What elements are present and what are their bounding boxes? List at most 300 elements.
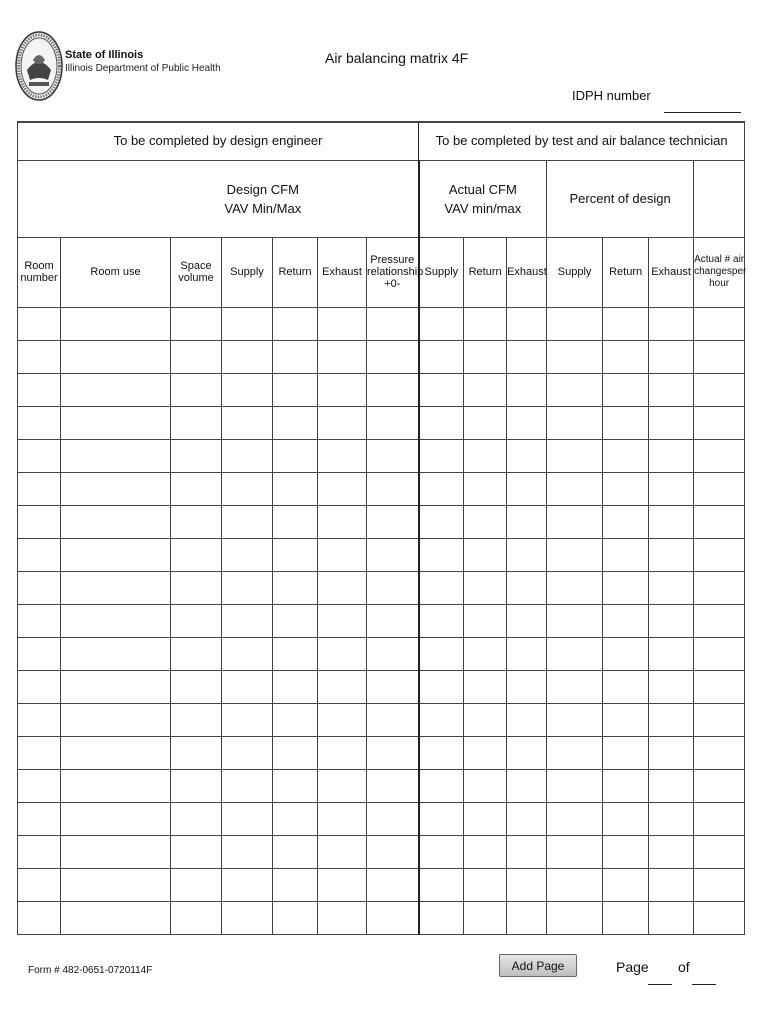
table-cell-input[interactable] (603, 340, 649, 373)
table-cell-input[interactable] (61, 901, 171, 934)
table-cell-input[interactable] (318, 571, 367, 604)
table-cell-input[interactable] (273, 373, 318, 406)
table-cell-input[interactable] (367, 472, 419, 505)
table-cell-input[interactable] (464, 868, 507, 901)
table-cell-input[interactable] (419, 340, 464, 373)
table-cell-input[interactable] (367, 868, 419, 901)
table-cell-input[interactable] (18, 307, 61, 340)
table-cell-input[interactable] (507, 868, 547, 901)
table-cell-input[interactable] (171, 769, 222, 802)
col-air-changes-line1: Actual # air (694, 254, 745, 265)
table-cell-input[interactable] (507, 802, 547, 835)
table-cell-input[interactable] (649, 670, 694, 703)
table-cell-input[interactable] (273, 604, 318, 637)
table-cell-input[interactable] (171, 670, 222, 703)
table-cell-input[interactable] (507, 472, 547, 505)
table-cell-input[interactable] (222, 736, 273, 769)
table-cell-input[interactable] (464, 703, 507, 736)
table-cell-input[interactable] (547, 571, 603, 604)
table-cell-input[interactable] (273, 406, 318, 439)
table-cell-input[interactable] (603, 472, 649, 505)
table-cell-input[interactable] (318, 769, 367, 802)
table-cell-input[interactable] (649, 901, 694, 934)
table-cell-input[interactable] (649, 802, 694, 835)
table-cell-input[interactable] (547, 472, 603, 505)
table-cell-input[interactable] (367, 604, 419, 637)
table-cell-input[interactable] (547, 637, 603, 670)
table-cell-input[interactable] (603, 703, 649, 736)
table-cell-input[interactable] (694, 637, 745, 670)
table-cell-input[interactable] (419, 736, 464, 769)
table-cell-input[interactable] (18, 637, 61, 670)
table-cell-input[interactable] (61, 373, 171, 406)
table-cell-input[interactable] (222, 637, 273, 670)
table-cell-input[interactable] (464, 307, 507, 340)
table-cell-input[interactable] (649, 439, 694, 472)
table-cell-input[interactable] (547, 835, 603, 868)
table-cell-input[interactable] (18, 472, 61, 505)
table-cell-input[interactable] (18, 604, 61, 637)
table-cell-input[interactable] (318, 373, 367, 406)
table-cell-input[interactable] (694, 472, 745, 505)
table-cell-input[interactable] (273, 802, 318, 835)
col-pct-return: Return (603, 237, 649, 307)
table-cell-input[interactable] (222, 373, 273, 406)
table-cell-input[interactable] (318, 901, 367, 934)
table-cell-input[interactable] (419, 637, 464, 670)
design-engineer-section: To be completed by design engineer (18, 122, 419, 160)
table-cell-input[interactable] (419, 901, 464, 934)
table-cell-input[interactable] (367, 538, 419, 571)
actual-cfm-header (419, 160, 547, 237)
table-cell-input[interactable] (507, 604, 547, 637)
form-number: Form # 482-0651-0720114F (28, 965, 153, 976)
table-cell-input[interactable] (649, 868, 694, 901)
table-cell-input[interactable] (507, 340, 547, 373)
table-cell-input[interactable] (694, 604, 745, 637)
table-cell-input[interactable] (547, 868, 603, 901)
table-cell-input[interactable] (273, 472, 318, 505)
design-vav-label: VAV Min/Max (224, 200, 302, 216)
table-cell-input[interactable] (694, 670, 745, 703)
table-cell-input[interactable] (547, 340, 603, 373)
table-cell-input[interactable] (18, 505, 61, 538)
table-cell-input[interactable] (367, 307, 419, 340)
col-room-number-line2: number (20, 272, 58, 284)
col-pressure-line1: Pressure (370, 254, 415, 266)
table-cell-input[interactable] (603, 868, 649, 901)
table-cell-input[interactable] (464, 472, 507, 505)
table-cell-input[interactable] (419, 670, 464, 703)
table-cell-input[interactable] (367, 703, 419, 736)
form-title: Air balancing matrix 4F (325, 50, 469, 66)
table-cell-input[interactable] (694, 373, 745, 406)
table-cell-input[interactable] (318, 472, 367, 505)
table-row (18, 835, 745, 868)
table-cell-input[interactable] (649, 307, 694, 340)
table-cell-input[interactable] (171, 802, 222, 835)
table-cell-input[interactable] (171, 439, 222, 472)
table-cell-input[interactable] (419, 538, 464, 571)
table-row (18, 439, 745, 472)
table-cell-input[interactable] (464, 670, 507, 703)
table-cell-input[interactable] (649, 604, 694, 637)
table-cell-input[interactable] (273, 505, 318, 538)
table-cell-input[interactable] (273, 703, 318, 736)
table-cell-input[interactable] (603, 439, 649, 472)
page-total-field[interactable] (692, 984, 716, 985)
table-cell-input[interactable] (222, 670, 273, 703)
table-cell-input[interactable] (61, 505, 171, 538)
table-cell-input[interactable] (464, 571, 507, 604)
col-actual-supply: Supply (419, 237, 464, 307)
table-cell-input[interactable] (367, 373, 419, 406)
table-cell-input[interactable] (171, 901, 222, 934)
table-cell-input[interactable] (694, 538, 745, 571)
table-cell-input[interactable] (464, 637, 507, 670)
table-cell-input[interactable] (603, 571, 649, 604)
table-cell-input[interactable] (171, 637, 222, 670)
table-cell-input[interactable] (273, 637, 318, 670)
table-cell-input[interactable] (61, 802, 171, 835)
table-cell-input[interactable] (507, 901, 547, 934)
table-cell-input[interactable] (222, 901, 273, 934)
table-cell-input[interactable] (61, 472, 171, 505)
table-cell-input[interactable] (61, 637, 171, 670)
col-room-number-line1: Room (24, 260, 54, 272)
state-seal-icon (15, 30, 63, 102)
table-cell-input[interactable] (18, 802, 61, 835)
table-cell-input[interactable] (61, 769, 171, 802)
table-row (18, 604, 745, 637)
table-row (18, 406, 745, 439)
table-cell-input[interactable] (171, 736, 222, 769)
table-cell-input[interactable] (61, 604, 171, 637)
table-cell-input[interactable] (318, 703, 367, 736)
table-cell-input[interactable] (507, 835, 547, 868)
table-cell-input[interactable] (547, 406, 603, 439)
table-cell-input[interactable] (419, 604, 464, 637)
table-cell-input[interactable] (367, 802, 419, 835)
table-cell-input[interactable] (419, 439, 464, 472)
table-cell-input[interactable] (507, 703, 547, 736)
table-cell-input[interactable] (464, 373, 507, 406)
table-cell-input[interactable] (694, 802, 745, 835)
table-cell-input[interactable] (171, 505, 222, 538)
table-cell-input[interactable] (171, 472, 222, 505)
table-cell-input[interactable] (547, 901, 603, 934)
table-cell-input[interactable] (507, 406, 547, 439)
table-cell-input[interactable] (603, 505, 649, 538)
table-cell-input[interactable] (61, 406, 171, 439)
col-space-volume-line1: Space (180, 260, 212, 272)
table-cell-input[interactable] (649, 472, 694, 505)
page-number-field[interactable] (648, 984, 672, 985)
table-cell-input[interactable] (318, 439, 367, 472)
table-cell-input[interactable] (649, 505, 694, 538)
table-cell-input[interactable] (547, 373, 603, 406)
table-cell-input[interactable] (419, 868, 464, 901)
table-cell-input[interactable] (547, 307, 603, 340)
table-cell-input[interactable] (464, 406, 507, 439)
table-cell-input[interactable] (222, 703, 273, 736)
table-cell-input[interactable] (694, 340, 745, 373)
table-cell-input[interactable] (18, 373, 61, 406)
table-cell-input[interactable] (171, 340, 222, 373)
table-cell-input[interactable] (171, 703, 222, 736)
col-design-exhaust: Exhaust (318, 237, 367, 307)
table-cell-input[interactable] (273, 538, 318, 571)
table-row (18, 472, 745, 505)
table-cell-input[interactable] (222, 439, 273, 472)
table-cell-input[interactable] (273, 439, 318, 472)
table-cell-input[interactable] (603, 901, 649, 934)
table-cell-input[interactable] (694, 505, 745, 538)
table-cell-input[interactable] (694, 439, 745, 472)
table-cell-input[interactable] (222, 769, 273, 802)
table-cell-input[interactable] (61, 835, 171, 868)
table-cell-input[interactable] (419, 571, 464, 604)
table-cell-input[interactable] (464, 736, 507, 769)
table-cell-input[interactable] (222, 472, 273, 505)
table-cell-input[interactable] (547, 802, 603, 835)
table-cell-input[interactable] (318, 505, 367, 538)
table-cell-input[interactable] (464, 538, 507, 571)
table-cell-input[interactable] (222, 538, 273, 571)
table-cell-input[interactable] (367, 736, 419, 769)
table-cell-input[interactable] (61, 439, 171, 472)
table-cell-input[interactable] (649, 769, 694, 802)
table-cell-input[interactable] (507, 373, 547, 406)
state-name: State of Illinois (65, 49, 144, 61)
table-cell-input[interactable] (273, 307, 318, 340)
table-cell-input[interactable] (18, 769, 61, 802)
table-cell-input[interactable] (694, 736, 745, 769)
table-cell-input[interactable] (222, 307, 273, 340)
table-cell-input[interactable] (603, 802, 649, 835)
table-cell-input[interactable] (367, 637, 419, 670)
table-cell-input[interactable] (419, 769, 464, 802)
table-cell-input[interactable] (694, 835, 745, 868)
table-cell-input[interactable] (18, 901, 61, 934)
table-cell-input[interactable] (318, 868, 367, 901)
table-cell-input[interactable] (649, 637, 694, 670)
table-cell-input[interactable] (464, 769, 507, 802)
table-cell-input[interactable] (547, 703, 603, 736)
table-cell-input[interactable] (222, 835, 273, 868)
table-cell-input[interactable] (367, 439, 419, 472)
table-cell-input[interactable] (419, 406, 464, 439)
table-cell-input[interactable] (547, 439, 603, 472)
design-cfm-label: Design CFM (226, 181, 299, 197)
table-cell-input[interactable] (507, 538, 547, 571)
table-cell-input[interactable] (273, 835, 318, 868)
table-cell-input[interactable] (694, 703, 745, 736)
table-cell-input[interactable] (318, 802, 367, 835)
table-cell-input[interactable] (464, 901, 507, 934)
table-cell-input[interactable] (318, 538, 367, 571)
table-cell-input[interactable] (694, 307, 745, 340)
table-cell-input[interactable] (18, 670, 61, 703)
table-cell-input[interactable] (464, 340, 507, 373)
table-cell-input[interactable] (18, 868, 61, 901)
table-cell-input[interactable] (649, 538, 694, 571)
table-cell-input[interactable] (464, 505, 507, 538)
table-cell-input[interactable] (547, 670, 603, 703)
table-cell-input[interactable] (419, 472, 464, 505)
actual-cfm-label: Actual CFM (448, 181, 517, 197)
table-cell-input[interactable] (547, 505, 603, 538)
table-cell-input[interactable] (367, 571, 419, 604)
table-cell-input[interactable] (649, 736, 694, 769)
table-cell-input[interactable] (464, 835, 507, 868)
table-cell-input[interactable] (318, 637, 367, 670)
table-cell-input[interactable] (547, 769, 603, 802)
table-cell-input[interactable] (222, 604, 273, 637)
table-cell-input[interactable] (61, 703, 171, 736)
table-cell-input[interactable] (694, 901, 745, 934)
table-cell-input[interactable] (171, 835, 222, 868)
table-cell-input[interactable] (18, 703, 61, 736)
table-cell-input[interactable] (61, 340, 171, 373)
table-cell-input[interactable] (464, 802, 507, 835)
table-cell-input[interactable] (603, 373, 649, 406)
table-cell-input[interactable] (171, 868, 222, 901)
table-cell-input[interactable] (171, 373, 222, 406)
table-cell-input[interactable] (318, 670, 367, 703)
table-cell-input[interactable] (603, 406, 649, 439)
table-cell-input[interactable] (649, 373, 694, 406)
table-cell-input[interactable] (61, 538, 171, 571)
table-cell-input[interactable] (367, 835, 419, 868)
table-cell-input[interactable] (318, 307, 367, 340)
table-cell-input[interactable] (273, 769, 318, 802)
table-cell-input[interactable] (273, 868, 318, 901)
table-cell-input[interactable] (367, 340, 419, 373)
table-row (18, 340, 745, 373)
add-page-button[interactable]: Add Page (499, 954, 577, 977)
table-cell-input[interactable] (171, 571, 222, 604)
table-cell-input[interactable] (649, 406, 694, 439)
table-cell-input[interactable] (694, 769, 745, 802)
table-cell-input[interactable] (367, 670, 419, 703)
idph-number-field[interactable] (664, 112, 741, 113)
table-cell-input[interactable] (419, 703, 464, 736)
table-cell-input[interactable] (18, 439, 61, 472)
table-cell-input[interactable] (222, 571, 273, 604)
table-cell-input[interactable] (419, 307, 464, 340)
table-cell-input[interactable] (273, 736, 318, 769)
table-cell-input[interactable] (547, 736, 603, 769)
table-cell-input[interactable] (507, 769, 547, 802)
table-cell-input[interactable] (507, 571, 547, 604)
table-cell-input[interactable] (61, 736, 171, 769)
table-cell-input[interactable] (603, 835, 649, 868)
table-cell-input[interactable] (603, 769, 649, 802)
table-cell-input[interactable] (464, 604, 507, 637)
table-cell-input[interactable] (419, 835, 464, 868)
table-cell-input[interactable] (318, 736, 367, 769)
table-cell-input[interactable] (507, 307, 547, 340)
table-cell-input[interactable] (649, 571, 694, 604)
table-cell-input[interactable] (222, 340, 273, 373)
table-cell-input[interactable] (318, 835, 367, 868)
table-cell-input[interactable] (367, 406, 419, 439)
table-cell-input[interactable] (464, 439, 507, 472)
table-cell-input[interactable] (507, 670, 547, 703)
table-cell-input[interactable] (547, 604, 603, 637)
table-cell-input[interactable] (18, 340, 61, 373)
table-cell-input[interactable] (367, 769, 419, 802)
table-cell-input[interactable] (61, 670, 171, 703)
table-cell-input[interactable] (419, 802, 464, 835)
table-cell-input[interactable] (222, 406, 273, 439)
table-cell-input[interactable] (318, 604, 367, 637)
table-cell-input[interactable] (694, 406, 745, 439)
table-cell-input[interactable] (18, 406, 61, 439)
table-cell-input[interactable] (367, 901, 419, 934)
table-cell-input[interactable] (419, 505, 464, 538)
table-cell-input[interactable] (367, 505, 419, 538)
table-cell-input[interactable] (649, 703, 694, 736)
table-cell-input[interactable] (318, 340, 367, 373)
table-cell-input[interactable] (18, 736, 61, 769)
table-cell-input[interactable] (273, 571, 318, 604)
table-cell-input[interactable] (171, 406, 222, 439)
table-cell-input[interactable] (419, 373, 464, 406)
table-cell-input[interactable] (547, 538, 603, 571)
table-cell-input[interactable] (222, 505, 273, 538)
table-cell-input[interactable] (507, 637, 547, 670)
table-cell-input[interactable] (694, 571, 745, 604)
table-cell-input[interactable] (18, 571, 61, 604)
table-cell-input[interactable] (603, 736, 649, 769)
table-cell-input[interactable] (603, 670, 649, 703)
table-cell-input[interactable] (61, 307, 171, 340)
table-cell-input[interactable] (649, 835, 694, 868)
table-cell-input[interactable] (318, 406, 367, 439)
table-cell-input[interactable] (694, 868, 745, 901)
col-actual-exhaust: Exhaust (507, 237, 547, 307)
table-cell-input[interactable] (61, 868, 171, 901)
idph-number-label: IDPH number (572, 88, 651, 103)
table-cell-input[interactable] (603, 307, 649, 340)
table-cell-input[interactable] (273, 670, 318, 703)
table-cell-input[interactable] (171, 307, 222, 340)
table-cell-input[interactable] (222, 868, 273, 901)
table-cell-input[interactable] (171, 538, 222, 571)
col-design-supply: Supply (222, 237, 273, 307)
col-air-changes (694, 237, 745, 307)
table-cell-input[interactable] (507, 736, 547, 769)
table-cell-input[interactable] (273, 901, 318, 934)
table-cell-input[interactable] (507, 505, 547, 538)
col-air-changes-line2: changesper (694, 266, 747, 277)
table-cell-input[interactable] (603, 604, 649, 637)
table-cell-input[interactable] (171, 604, 222, 637)
table-cell-input[interactable] (603, 637, 649, 670)
table-cell-input[interactable] (649, 340, 694, 373)
table-cell-input[interactable] (603, 538, 649, 571)
table-cell-input[interactable] (18, 538, 61, 571)
table-cell-input[interactable] (61, 571, 171, 604)
table-cell-input[interactable] (507, 439, 547, 472)
table-cell-input[interactable] (18, 835, 61, 868)
table-cell-input[interactable] (273, 340, 318, 373)
table-cell-input[interactable] (222, 802, 273, 835)
table-row (18, 307, 745, 340)
col-pressure-line2: relationship (367, 266, 424, 278)
